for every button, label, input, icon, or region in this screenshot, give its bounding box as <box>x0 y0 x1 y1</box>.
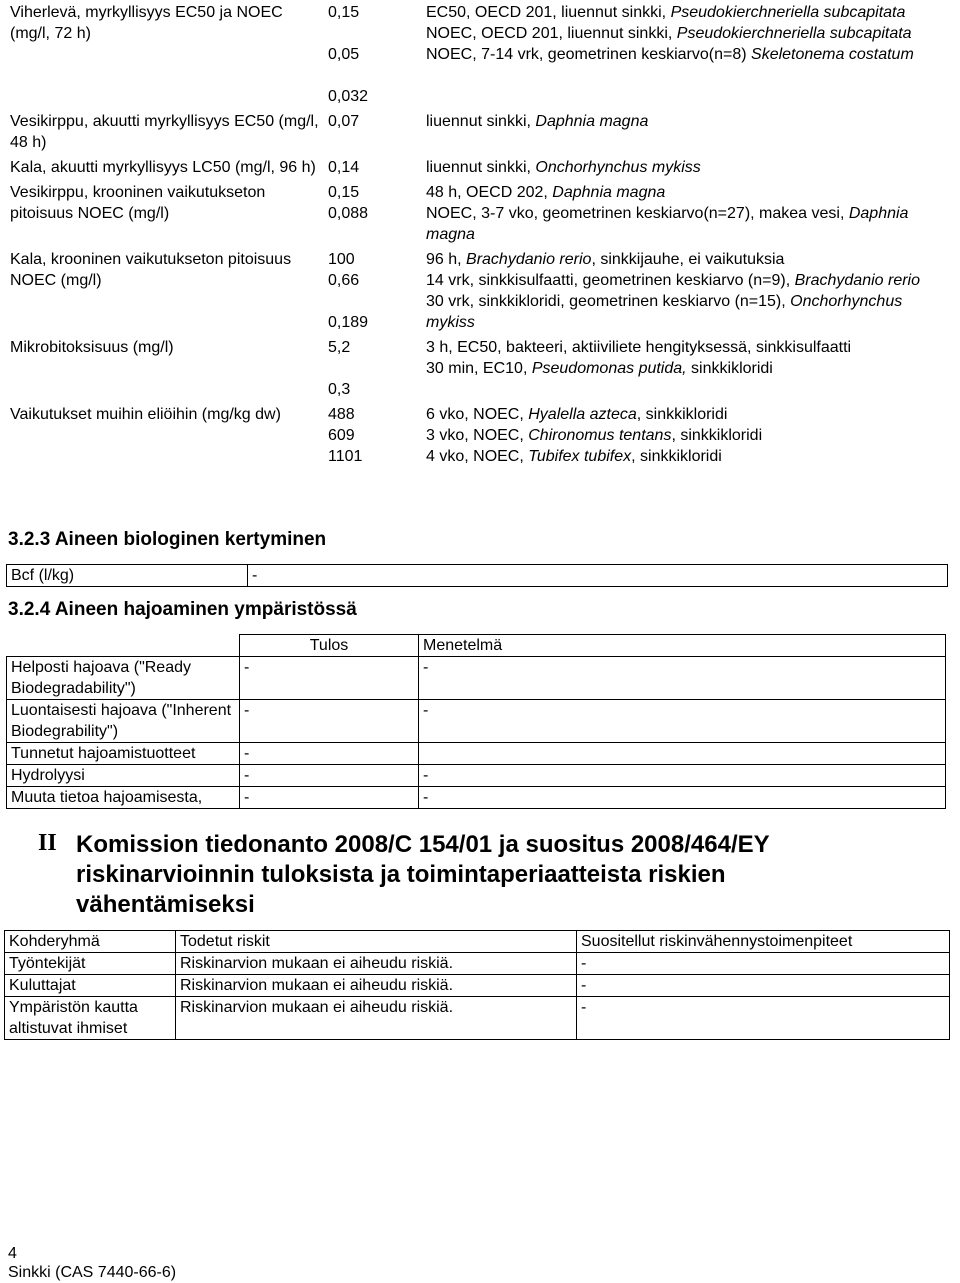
species-name: Brachydanio rerio <box>794 272 921 289</box>
endpoint-label: Vesikirppu, krooninen vaikutukseton pitoisuus NOEC (mg/l) <box>10 184 266 222</box>
table-row <box>7 700 946 743</box>
method-text: 48 h, OECD 202, <box>426 184 553 201</box>
ecotoxicity-table <box>6 0 956 469</box>
method-text: 4 vko, NOEC, <box>426 448 529 465</box>
endpoint-cell <box>6 0 324 109</box>
species-name: Pseudokierchneriella subcapitata <box>670 4 906 21</box>
table-cell: - <box>240 657 419 700</box>
species-name: Pseudokierchneriella subcapitata <box>676 25 912 42</box>
method-line <box>426 446 952 467</box>
table-cell: - <box>419 765 946 787</box>
method-line <box>426 2 952 23</box>
table-row <box>6 0 956 109</box>
method-line <box>426 182 952 203</box>
table-cell: - <box>419 787 946 809</box>
column-header: Kohderyhmä <box>5 931 176 953</box>
method-cell <box>422 402 956 469</box>
table-row <box>6 155 956 180</box>
endpoint-value: 0,15 <box>328 184 360 201</box>
table-cell <box>419 743 946 765</box>
value-cell <box>324 180 422 247</box>
method-cell <box>422 109 956 155</box>
method-line <box>426 404 952 425</box>
table-row <box>6 335 956 402</box>
endpoint-label: Vaikutukset muihin eliöihin (mg/kg dw) <box>10 406 281 423</box>
table-row <box>6 402 956 469</box>
endpoint-label: Vesikirppu, akuutti myrkyllisyys EC50 (mg/l, 48 h) <box>10 113 319 151</box>
degradation-table <box>6 634 946 809</box>
column-header: Suositellut riskinvähennystoimenpiteet <box>577 931 950 953</box>
table-cell: Tunnetut hajoamistuotteet <box>7 743 240 765</box>
method-text: 14 vrk, sinkkisulfaatti, geometrinen keskiarvo (n=9), <box>426 272 795 289</box>
value-cell <box>324 247 422 335</box>
method-line <box>426 23 952 44</box>
value-cell <box>324 402 422 469</box>
table-row <box>7 743 946 765</box>
method-line <box>426 425 952 446</box>
method-text: sinkkikloridi <box>686 360 773 377</box>
method-line <box>426 337 952 358</box>
column-header <box>7 635 240 657</box>
method-text: liuennut sinkki, <box>426 113 536 130</box>
table-row <box>7 635 946 657</box>
endpoint-value: 5,2 <box>328 339 351 356</box>
method-text: NOEC, OECD 201, liuennut sinkki, <box>426 25 677 42</box>
endpoint-label: Viherlevä, myrkyllisyys EC50 ja NOEC (mg/l, 72 h) <box>10 4 283 42</box>
species-name: Daphnia magna <box>426 205 909 243</box>
endpoint-value: 0,189 <box>328 314 369 331</box>
endpoint-value: 0,3 <box>328 381 351 398</box>
species-name: Tubifex tubifex <box>528 448 632 465</box>
endpoint-value: 100 <box>328 251 355 268</box>
endpoint-value: 1101 <box>328 448 363 465</box>
method-text: 30 vrk, sinkkikloridi, geometrinen keskiarvo (n=15), <box>426 293 791 310</box>
method-cell <box>422 180 956 247</box>
species-name: Pseudomonas putida, <box>531 360 687 377</box>
method-line <box>426 157 952 178</box>
endpoint-value: 0,14 <box>328 159 360 176</box>
table-cell: - <box>577 997 950 1040</box>
table-cell: Helposti hajoava ("Ready Biodegradability") <box>7 657 240 700</box>
species-name: Brachydanio rerio <box>466 251 592 268</box>
table-row <box>7 657 946 700</box>
endpoint-label: Kala, krooninen vaikutukseton pitoisuus NOEC (mg/l) <box>10 251 292 289</box>
table-cell: - <box>419 657 946 700</box>
table-row <box>6 109 956 155</box>
method-line <box>426 291 952 333</box>
section-heading-degradation: 3.2.4 Aineen hajoaminen ympäristössä <box>8 599 357 620</box>
method-text: NOEC, 3-7 vko, geometrinen keskiarvo(n=27), makea vesi, <box>426 205 849 222</box>
species-name: Hyalella azteca <box>528 406 637 423</box>
table-cell: Riskinarvion mukaan ei aiheudu riskiä. <box>176 975 577 997</box>
species-name: Chironomus tentans <box>528 427 672 444</box>
table-row <box>5 975 950 997</box>
table-row <box>5 953 950 975</box>
column-header: Todetut riskit <box>176 931 577 953</box>
method-cell <box>422 0 956 109</box>
method-text: 30 min, EC10, <box>426 360 532 377</box>
method-line <box>426 203 952 245</box>
endpoint-value: 0,66 <box>328 272 360 289</box>
table-cell: Hydrolyysi <box>7 765 240 787</box>
endpoint-value: 0,07 <box>328 113 360 130</box>
method-cell <box>422 247 956 335</box>
method-text: , sinkkijauhe, ei vaikutuksia <box>591 251 785 268</box>
section-title: Komission tiedonanto 2008/C 154/01 ja suositus 2008/464/EY riskinarvioinnin tuloksista ja toimintaperiaatteista riskien vähentämiseksi <box>76 831 770 918</box>
page-number: 4 <box>8 1245 17 1262</box>
document-footer: Sinkki (CAS 7440-66-6) <box>8 1264 177 1281</box>
table-row <box>7 787 946 809</box>
endpoint-cell <box>6 155 324 180</box>
method-text: 96 h, <box>426 251 467 268</box>
value-cell <box>324 0 422 109</box>
method-text: liuennut sinkki, <box>426 159 536 176</box>
endpoint-cell <box>6 402 324 469</box>
endpoint-value: 0,05 <box>328 46 360 63</box>
table-row <box>5 997 950 1040</box>
table-cell: Työntekijät <box>5 953 176 975</box>
method-text: NOEC, 7-14 vrk, geometrinen keskiarvo(n=8) <box>426 46 752 63</box>
species-name: Onchorhynchus mykiss <box>535 159 701 176</box>
value-cell <box>324 335 422 402</box>
endpoint-value: 0,088 <box>328 205 369 222</box>
table-cell: Ympäristön kautta altistuvat ihmiset <box>5 997 176 1040</box>
method-text: 6 vko, NOEC, <box>426 406 529 423</box>
method-text: 3 h, EC50, bakteeri, aktiiviliete hengityksessä, sinkkisulfaatti <box>426 339 852 356</box>
section-heading-bioaccumulation: 3.2.3 Aineen biologinen kertyminen <box>8 529 327 550</box>
table-cell: - <box>240 743 419 765</box>
endpoint-cell <box>6 109 324 155</box>
method-text: EC50, OECD 201, liuennut sinkki, <box>426 4 671 21</box>
endpoint-value: 0,15 <box>328 4 360 21</box>
method-text: , sinkkikloridi <box>636 406 728 423</box>
endpoint-cell <box>6 247 324 335</box>
table-cell: - <box>240 787 419 809</box>
table-row <box>7 565 948 587</box>
method-line <box>426 270 952 291</box>
endpoint-value: 609 <box>328 427 355 444</box>
column-header: Menetelmä <box>419 635 946 657</box>
table-cell: Muuta tietoa hajoamisesta, <box>7 787 240 809</box>
species-name: Daphnia magna <box>535 113 649 130</box>
table-cell: Riskinarvion mukaan ei aiheudu riskiä. <box>176 953 577 975</box>
table-cell: - <box>419 700 946 743</box>
method-text: 3 vko, NOEC, <box>426 427 529 444</box>
endpoint-cell <box>6 335 324 402</box>
column-header: Tulos <box>240 635 419 657</box>
bcf-table <box>6 564 948 587</box>
table-cell: Riskinarvion mukaan ei aiheudu riskiä. <box>176 997 577 1040</box>
endpoint-cell <box>6 180 324 247</box>
table-row <box>6 180 956 247</box>
table-cell: - <box>577 975 950 997</box>
risk-table <box>4 930 950 1040</box>
bcf-value: - <box>248 565 948 587</box>
method-line <box>426 358 952 379</box>
species-name: Onchorhynchus mykiss <box>426 293 903 331</box>
method-cell <box>422 335 956 402</box>
method-text: , sinkkikloridi <box>631 448 722 465</box>
table-cell: Luontaisesti hajoava ("Inherent Biodegrability") <box>7 700 240 743</box>
method-line <box>426 111 952 132</box>
method-line <box>426 44 952 65</box>
value-cell <box>324 109 422 155</box>
table-cell: - <box>240 700 419 743</box>
bcf-label: Bcf (l/kg) <box>7 565 248 587</box>
table-row <box>5 931 950 953</box>
endpoint-label: Mikrobitoksisuus (mg/l) <box>10 339 174 356</box>
table-row <box>6 247 956 335</box>
method-cell <box>422 155 956 180</box>
value-cell <box>324 155 422 180</box>
method-text: , sinkkikloridi <box>671 427 763 444</box>
table-row <box>7 765 946 787</box>
species-name: Skeletonema costatum <box>751 46 914 63</box>
endpoint-label: Kala, akuutti myrkyllisyys LC50 (mg/l, 96 h) <box>10 159 316 176</box>
section-numeral: II <box>38 830 57 856</box>
table-cell: - <box>240 765 419 787</box>
endpoint-value: 0,032 <box>328 88 369 105</box>
table-cell: - <box>577 953 950 975</box>
method-line <box>426 249 952 270</box>
species-name: Daphnia magna <box>552 184 666 201</box>
table-cell: Kuluttajat <box>5 975 176 997</box>
endpoint-value: 488 <box>328 406 355 423</box>
